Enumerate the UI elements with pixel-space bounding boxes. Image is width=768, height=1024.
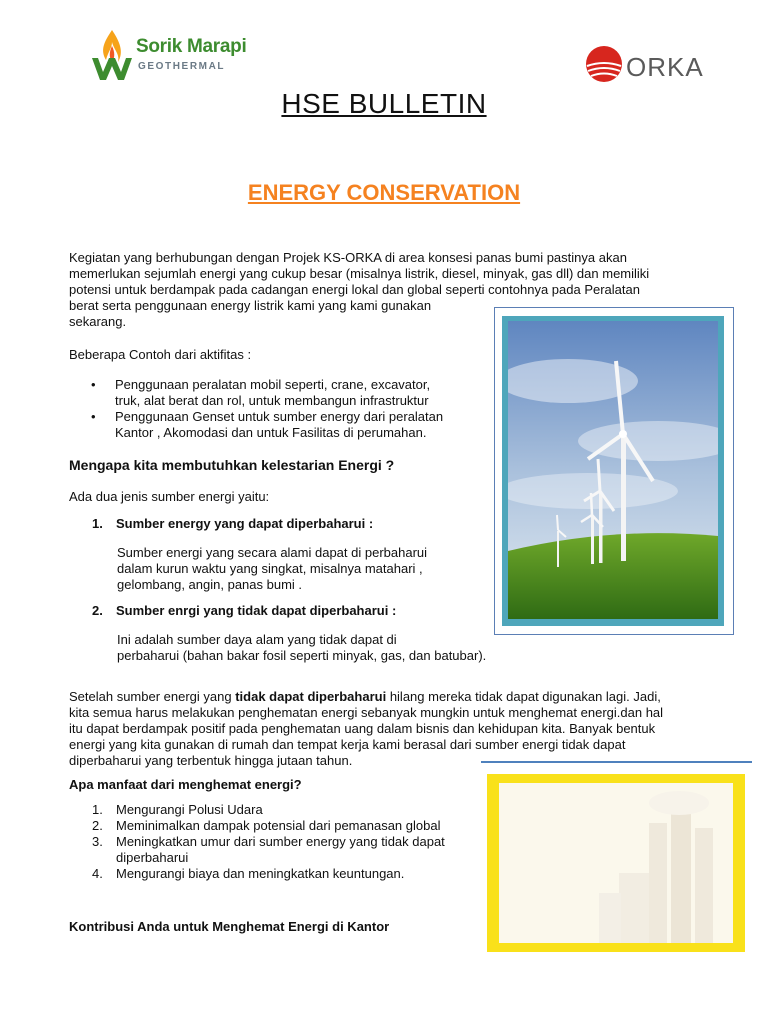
intro-line: memerlukan sejumlah energi yang cukup besar (misalnya listrik, diesel, minyak, gas dll) dan memiliki bbox=[69, 266, 650, 281]
source2-heading-text: Sumber enrgi yang tidak dapat diperbaharui : bbox=[116, 603, 397, 618]
bullet-icon: • bbox=[91, 377, 96, 392]
power-plant-photo bbox=[499, 783, 733, 943]
list-item bbox=[69, 818, 469, 834]
sorik-marapi-logo bbox=[90, 26, 247, 88]
wind-turbine-photo bbox=[508, 321, 718, 619]
list-item bbox=[69, 409, 489, 441]
divider-line bbox=[481, 761, 752, 763]
list-item-text: Meminimalkan dampak potensial dari pemanasan global bbox=[116, 818, 441, 833]
paragraph-2-bold-text: tidak dapat diperbaharui bbox=[235, 689, 387, 704]
list-item bbox=[69, 802, 469, 818]
orka-globe-icon bbox=[584, 44, 624, 84]
paragraph-2-line bbox=[69, 689, 699, 705]
power-plant-image bbox=[487, 774, 745, 952]
source1-line: gelombang, angin, panas bumi . bbox=[117, 577, 303, 592]
list-item bbox=[69, 377, 489, 409]
orka-logo-text: ORKA bbox=[626, 52, 704, 82]
source1-line: Sumber energi yang secara alami dapat di perbaharui bbox=[117, 545, 428, 560]
sources-intro: Ada dua jenis sumber energi yaitu: bbox=[69, 489, 270, 504]
intro-line: berat serta penggunaan energy listrik kami yang kami gunakan bbox=[69, 298, 432, 313]
list-item-line: Penggunaan peralatan mobil seperti, crane, excavator, bbox=[115, 377, 431, 392]
list-item-number: 1. bbox=[92, 802, 103, 817]
paragraph-2-line: energi yang kita gunakan di rumah dan tempat kerja kami berasal dari sumber energi tidak dapat bbox=[69, 737, 626, 752]
source2-line: Ini adalah sumber daya alam yang tidak dapat di bbox=[117, 632, 397, 647]
paragraph-2 bbox=[69, 689, 699, 769]
paragraph-2-line: itu dapat berdampak positif pada penghematan uang dalam bisnis dan kehidupan kita. Banyak bentuk bbox=[69, 721, 656, 736]
list-item-number: 3. bbox=[92, 834, 103, 849]
benefits-list bbox=[69, 802, 469, 882]
list-item-number: 4. bbox=[92, 866, 103, 881]
wind-turbine-image bbox=[494, 307, 734, 635]
paragraph-2-line: kita semua harus melakukan penghematan energi sebanyak mungkin untuk menghemat energi.dan hal bbox=[69, 705, 664, 720]
source2-heading bbox=[69, 603, 489, 619]
bulletin-title: HSE BULLETIN bbox=[281, 88, 487, 119]
source2-number: 2. bbox=[92, 603, 103, 618]
source2-description bbox=[117, 632, 537, 664]
intro-line: sekarang. bbox=[69, 314, 127, 329]
bulletin-subtitle: ENERGY CONSERVATION bbox=[247, 180, 521, 205]
list-item-text: Mengurangi biaya dan meningkatkan keuntungan. bbox=[116, 866, 405, 881]
list-item-line: Penggunaan Genset untuk sumber energy dari peralatan bbox=[115, 409, 444, 424]
sorik-marapi-logo-subtext: GEOTHERMAL bbox=[138, 61, 226, 72]
why-heading: Mengapa kita membutuhkan kelestarian Energi ? bbox=[69, 457, 395, 473]
paragraph-2-text: Setelah sumber energi yang bbox=[69, 689, 236, 704]
list-item bbox=[69, 866, 469, 882]
intro-line: Kegiatan yang berhubungan dengan Projek KS-ORKA di area konsesi panas bumi pastinya akan bbox=[69, 250, 627, 265]
source1-number: 1. bbox=[92, 516, 103, 531]
source1-description bbox=[117, 545, 477, 593]
examples-label: Beberapa Contoh dari aktifitas : bbox=[69, 347, 252, 362]
source1-heading bbox=[69, 516, 489, 532]
contribution-heading: Kontribusi Anda untuk Menghemat Energi di Kantor bbox=[69, 919, 390, 934]
intro-line: potensi untuk berdampak pada cadangan energi lokal dan global seperti contohnya pada Peralatan bbox=[69, 282, 640, 297]
paragraph-2-line: diperbaharui yang terbentuk hingga jutaan tahun. bbox=[69, 753, 353, 768]
list-item-text: Mengurangi Polusi Udara bbox=[116, 802, 263, 817]
examples-list bbox=[69, 377, 489, 441]
sorik-marapi-logo-text: Sorik Marapi bbox=[136, 36, 247, 57]
source1-line: dalam kurun waktu yang singkat, misalnya matahari , bbox=[117, 561, 423, 576]
source2-line: perbaharui (bahan bakar fosil seperti minyak, gas, dan batubar). bbox=[117, 648, 487, 663]
list-item-line: truk, alat berat dan rol, untuk membangun infrastruktur bbox=[115, 393, 429, 408]
list-item bbox=[69, 834, 469, 866]
source1-heading-text: Sumber energy yang dapat diperbaharui : bbox=[116, 516, 374, 531]
sorik-marapi-flame-icon bbox=[90, 28, 134, 84]
orka-logo bbox=[582, 40, 712, 86]
power-plant-illustration bbox=[499, 783, 733, 943]
list-item-text: diperbaharui bbox=[116, 850, 189, 865]
bullet-icon: • bbox=[91, 409, 96, 424]
paragraph-2-text: hilang mereka tidak dapat digunakan lagi. Jadi, bbox=[386, 689, 661, 704]
benefits-heading: Apa manfaat dari menghemat energi? bbox=[69, 777, 302, 792]
list-item-text: Meningkatkan umur dari sumber energy yang tidak dapat bbox=[116, 834, 445, 849]
list-item-line: Kantor , Akomodasi dan untuk Fasilitas di perumahan. bbox=[115, 425, 427, 440]
list-item-number: 2. bbox=[92, 818, 103, 833]
